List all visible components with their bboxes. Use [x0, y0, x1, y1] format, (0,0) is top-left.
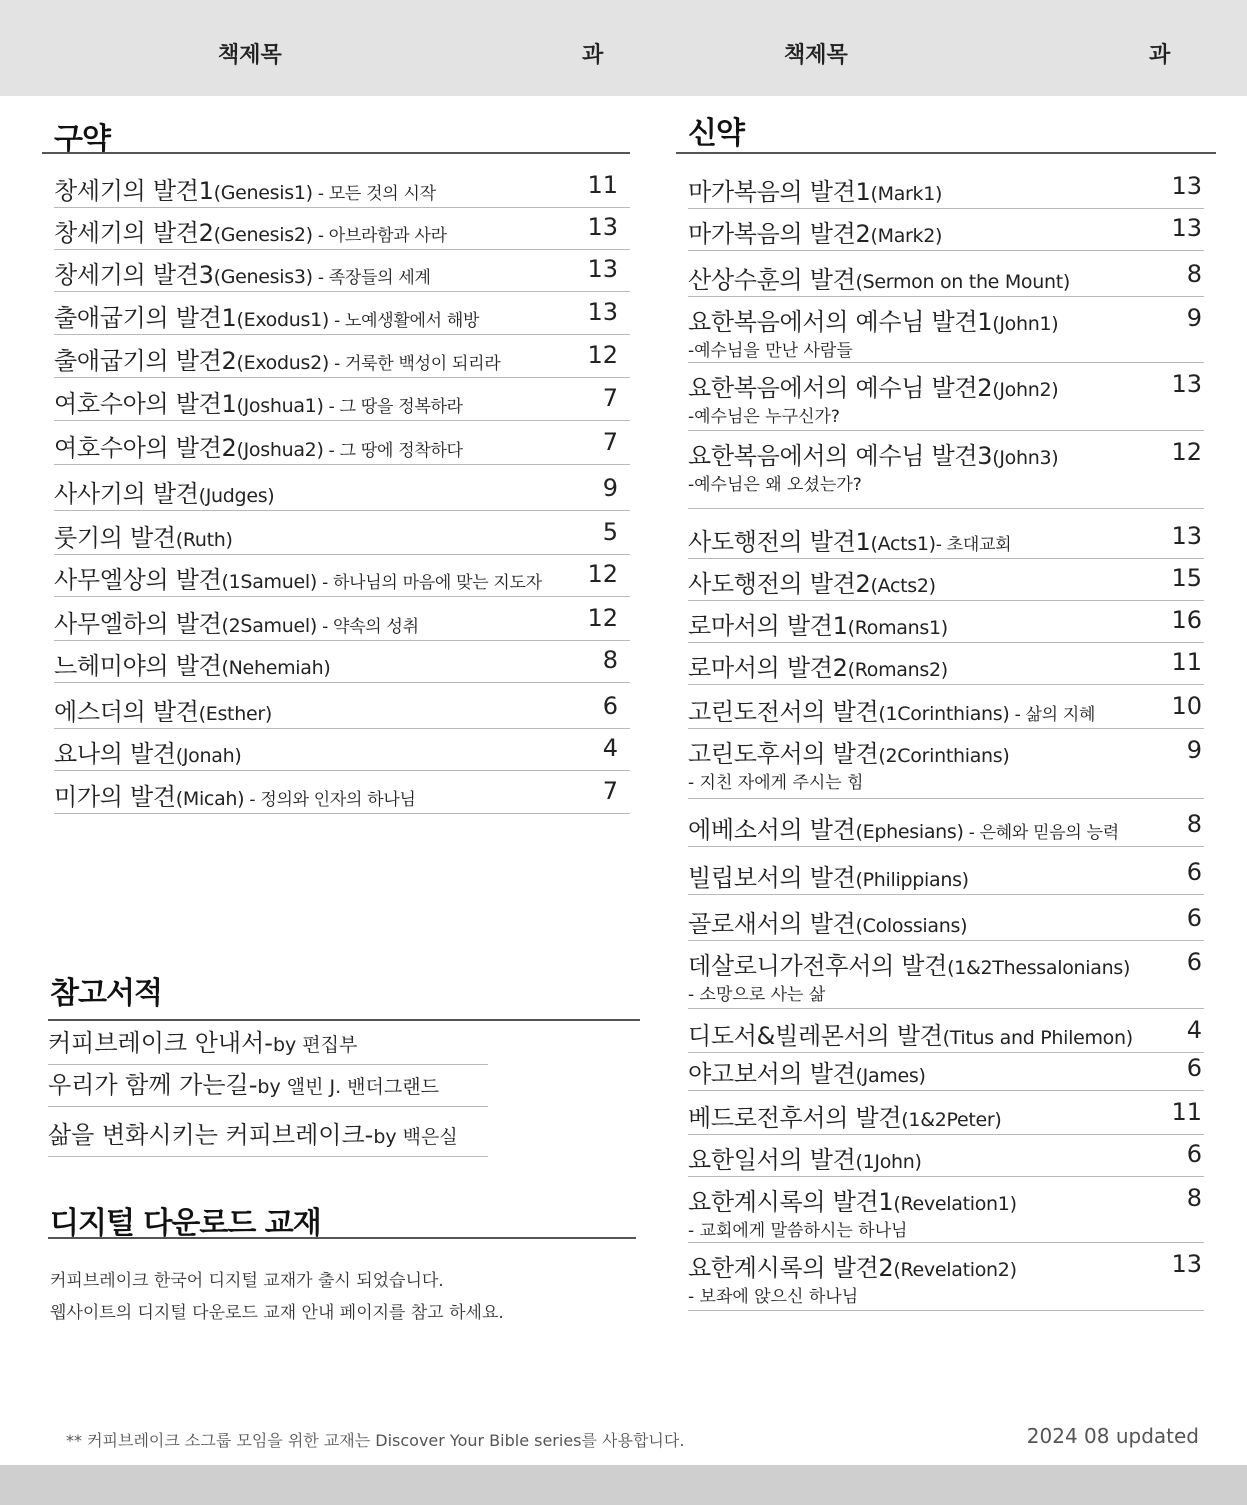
lesson-count: 13 [1171, 370, 1202, 398]
book-row [54, 510, 630, 555]
book-name-korean: 여호수아의 발견2 [54, 434, 237, 462]
divider [48, 1237, 636, 1239]
header-lesson-count: 과 [582, 43, 604, 68]
book-name-korean: 창세기의 발견3 [54, 261, 214, 289]
book-subtitle: - 정의와 인자의 하나님 [244, 790, 416, 810]
book-name-english: (Genesis2) [213, 224, 313, 246]
divider [676, 152, 1216, 154]
book-name-korean: 에스더의 발견 [54, 698, 199, 726]
book-subtitle: - 삶의 지혜 [1009, 705, 1096, 725]
book-row [688, 940, 1204, 1009]
updated-date: 2024 08 updated [1026, 1424, 1199, 1448]
book-name-korean: 요한복음에서의 예수님 발견3 [688, 442, 993, 470]
book-title [688, 606, 948, 641]
book-name-english: (Mark1) [870, 183, 943, 205]
book-name-korean: 야고보서의 발견 [688, 1060, 856, 1088]
book-title [54, 646, 330, 681]
book-row [54, 640, 630, 683]
book-title [688, 904, 967, 939]
digital-notice-line: 웹사이트의 디지털 다운로드 교재 안내 페이지를 참고 하세요. [50, 1303, 504, 1323]
book-title [688, 946, 1130, 981]
book-name-english: (Esther) [198, 703, 272, 725]
book-title [688, 564, 936, 599]
header-lesson-count: 과 [1149, 43, 1171, 68]
book-row [54, 164, 630, 208]
book-title [54, 341, 500, 376]
book-name-english: (John2) [992, 379, 1059, 401]
book-subtitle: - 그 땅에 정착하다 [323, 441, 463, 461]
book-title [54, 518, 233, 553]
book-name-english: (Sermon on the Mount) [855, 271, 1070, 293]
book-name-english: (Genesis3) [213, 266, 313, 288]
lesson-count: 15 [1171, 564, 1202, 592]
lesson-count: 12 [587, 560, 618, 588]
lesson-count: 13 [587, 255, 618, 283]
book-title [688, 436, 1058, 471]
lesson-count: 6 [602, 692, 618, 720]
book-name-korean: 사도행전의 발견1 [688, 528, 871, 556]
book-title [688, 1098, 1002, 1133]
book-name-korean: 사무엘하의 발견 [54, 610, 222, 638]
lesson-count: 13 [1171, 522, 1202, 550]
book-name-english: (1&2Thessalonians) [947, 957, 1131, 979]
book-row [688, 600, 1204, 643]
book-row [54, 770, 630, 814]
book-name-english: (2Samuel) [221, 615, 317, 637]
book-title [54, 255, 431, 290]
book-name-korean: 빌립보서의 발견 [688, 864, 856, 892]
book-title [688, 692, 1095, 727]
book-subtitle: - 약속의 성취 [316, 617, 419, 637]
lesson-count: 11 [1171, 1098, 1202, 1126]
book-row [54, 420, 630, 465]
book-name-korean: 디도서&빌레몬서의 발견 [688, 1022, 943, 1050]
lesson-count: 13 [1171, 214, 1202, 242]
book-name-english: (Judges) [198, 485, 275, 507]
book-name-korean: 마가복음의 발견2 [688, 220, 871, 248]
reference-book-title: 우리가 함께 가는길- [48, 1071, 258, 1099]
book-name-english: (2Corinthians) [878, 745, 1010, 767]
lesson-count: 12 [587, 604, 618, 632]
lesson-count: 5 [602, 518, 618, 546]
book-title [688, 734, 1010, 769]
book-subtitle: - 하나님의 마음에 맞는 지도자 [316, 573, 542, 593]
book-name-english: (Titus and Philemon) [942, 1027, 1133, 1049]
book-name-korean: 여호수아의 발견1 [54, 390, 237, 418]
book-name-korean: 요한일서의 발견 [688, 1146, 856, 1174]
book-row [688, 296, 1204, 363]
reference-item [48, 1064, 488, 1107]
lesson-count: 4 [602, 734, 618, 762]
book-subtitle: - 지친 자에게 주시는 힘 [688, 773, 864, 793]
lesson-count: 13 [587, 213, 618, 241]
book-row [688, 642, 1204, 685]
book-title [688, 1248, 1017, 1283]
lesson-count: 16 [1171, 606, 1202, 634]
book-subtitle: -예수님은 누구신가? [688, 407, 840, 427]
book-name-korean: 창세기의 발견1 [54, 177, 214, 205]
book-name-english: (John1) [992, 313, 1059, 335]
lesson-count: 7 [602, 777, 618, 805]
book-name-korean: 사도행전의 발견2 [688, 570, 871, 598]
book-name-english: (Nehemiah) [221, 657, 331, 679]
book-subtitle: - 그 땅을 정복하라 [323, 397, 463, 417]
book-name-english: (Romans2) [847, 659, 948, 681]
references-title: 참고서적 [50, 976, 162, 1011]
book-name-korean: 베드로전후서의 발견 [688, 1104, 902, 1132]
lesson-count: 8 [602, 646, 618, 674]
divider [42, 152, 630, 154]
book-title [54, 384, 463, 419]
book-name-english: (Exodus1) [236, 309, 330, 331]
book-name-korean: 사무엘상의 발견 [54, 566, 222, 594]
book-title [54, 777, 416, 812]
old-testament-title: 구약 [54, 122, 110, 157]
book-subtitle: - 교회에게 말씀하시는 하나님 [688, 1221, 908, 1241]
book-title [688, 1016, 1133, 1051]
book-row [688, 164, 1204, 209]
reference-book-title: 삶을 변화시키는 커피브레이크- [48, 1121, 374, 1149]
book-name-english: (Ruth) [175, 529, 233, 551]
book-name-korean: 창세기의 발견2 [54, 219, 214, 247]
lesson-count: 7 [602, 428, 618, 456]
book-row [688, 846, 1204, 895]
table-header [0, 0, 1247, 96]
book-row [54, 334, 630, 378]
book-name-korean: 산상수훈의 발견 [688, 266, 856, 294]
lesson-count: 12 [587, 341, 618, 369]
book-row [54, 682, 630, 729]
book-name-english: (Joshua1) [236, 395, 324, 417]
lesson-count: 7 [602, 384, 618, 412]
book-name-korean: 골로새서의 발견 [688, 910, 856, 938]
book-row [54, 377, 630, 421]
lesson-count: 8 [1186, 1184, 1202, 1212]
book-title [54, 604, 419, 639]
book-row [688, 1052, 1204, 1091]
book-row [54, 249, 630, 292]
book-name-english: (Acts1) [870, 533, 936, 555]
book-name-english: (Joshua2) [236, 439, 324, 461]
book-name-korean: 요한계시록의 발견2 [688, 1254, 894, 1282]
book-subtitle: - 아브라함과 사라 [312, 226, 447, 246]
new-testament-title: 신약 [688, 116, 744, 151]
book-row [688, 362, 1204, 431]
book-row [688, 684, 1204, 729]
book-name-english: (1John) [855, 1151, 922, 1173]
book-title [54, 734, 241, 769]
lesson-count: 9 [1186, 304, 1202, 332]
book-subtitle: - 모든 것의 시작 [312, 184, 436, 204]
lesson-count: 6 [1186, 1140, 1202, 1168]
book-row [688, 894, 1204, 941]
lesson-count: 9 [602, 474, 618, 502]
book-subtitle: - 소망으로 사는 삶 [688, 985, 826, 1005]
divider [48, 1019, 640, 1021]
reference-title [48, 1023, 357, 1058]
book-title [54, 560, 542, 595]
book-name-korean: 고린도후서의 발견 [688, 740, 879, 768]
lesson-count: 11 [587, 171, 618, 199]
book-name-english: (1Samuel) [221, 571, 317, 593]
book-name-korean: 요한계시록의 발견1 [688, 1188, 894, 1216]
book-title [688, 858, 969, 893]
book-title [54, 474, 274, 509]
book-name-korean: 고린도전서의 발견 [688, 698, 879, 726]
reference-item [48, 1022, 488, 1065]
lesson-count: 13 [1171, 1250, 1202, 1278]
lesson-count: 6 [1186, 904, 1202, 932]
book-name-english: (John3) [992, 447, 1059, 469]
reference-item [48, 1108, 488, 1157]
book-row [54, 554, 630, 597]
book-name-english: (Micah) [175, 788, 245, 810]
book-row [688, 1134, 1204, 1177]
book-title [54, 213, 447, 248]
book-title [688, 522, 1011, 557]
header-book-title: 책제목 [218, 43, 282, 68]
book-row [54, 291, 630, 335]
book-name-korean: 데살로니가전후서의 발견 [688, 952, 948, 980]
book-row [688, 1008, 1204, 1053]
bottom-band [0, 1465, 1247, 1505]
book-name-korean: 요한복음에서의 예수님 발견2 [688, 374, 993, 402]
book-row [688, 208, 1204, 251]
book-name-korean: 로마서의 발견1 [688, 612, 848, 640]
reference-author: by 백은실 [373, 1126, 458, 1148]
book-name-english: (Exodus2) [236, 352, 330, 374]
book-row [54, 207, 630, 250]
book-row [54, 596, 630, 641]
book-title [54, 171, 436, 206]
book-title [54, 692, 272, 727]
footer-note: ** 커피브레이크 소그룹 모임을 위한 교재는 Discover Your Bible series를 사용합니다. [66, 1431, 685, 1450]
book-row [688, 728, 1204, 799]
book-name-korean: 룻기의 발견 [54, 524, 176, 552]
book-title [688, 368, 1058, 403]
book-subtitle: - 노예생활에서 해방 [329, 311, 480, 331]
book-name-korean: 에베소서의 발견 [688, 816, 856, 844]
header-book-title: 책제목 [784, 43, 848, 68]
book-row [54, 728, 630, 771]
book-subtitle: - 보좌에 앉으신 하나님 [688, 1287, 859, 1307]
lesson-count: 10 [1171, 692, 1202, 720]
book-name-english: (Ephesians) [855, 821, 964, 843]
reference-author: by 편집부 [272, 1034, 358, 1056]
book-name-english: (Romans1) [847, 617, 948, 639]
book-title [54, 298, 479, 333]
book-title [688, 810, 1119, 845]
digital-title: 디지털 다운로드 교재 [50, 1206, 321, 1241]
book-subtitle: -예수님을 만난 사람들 [688, 341, 853, 361]
reference-title [48, 1065, 439, 1100]
book-title [688, 648, 948, 683]
reference-title [48, 1115, 458, 1150]
reference-author: by 앨빈 J. 밴더그랜드 [257, 1076, 439, 1098]
lesson-count: 8 [1186, 810, 1202, 838]
book-name-korean: 로마서의 발견2 [688, 654, 848, 682]
book-title [688, 172, 942, 207]
book-row [688, 1090, 1204, 1135]
book-name-english: (Acts2) [870, 575, 936, 597]
book-name-english: (Revelation1) [893, 1193, 1017, 1215]
book-title [688, 214, 942, 249]
book-title [688, 1054, 926, 1089]
lesson-count: 11 [1171, 648, 1202, 676]
book-title [54, 428, 463, 463]
book-name-korean: 사사기의 발견 [54, 480, 199, 508]
book-row [688, 558, 1204, 601]
book-row [688, 430, 1204, 509]
book-title [688, 260, 1070, 295]
lesson-count: 6 [1186, 858, 1202, 886]
book-subtitle: -예수님은 왜 오셨는가? [688, 475, 862, 495]
book-name-english: (James) [855, 1065, 926, 1087]
lesson-count: 4 [1186, 1016, 1202, 1044]
book-name-korean: 요한복음에서의 예수님 발견1 [688, 308, 993, 336]
book-row [688, 250, 1204, 297]
book-row [54, 464, 630, 511]
book-row [688, 514, 1204, 559]
book-name-english: (Mark2) [870, 225, 943, 247]
book-row [688, 1176, 1204, 1243]
lesson-count: 9 [1186, 736, 1202, 764]
book-name-korean: 출애굽기의 발견2 [54, 347, 237, 375]
book-row [688, 1242, 1204, 1311]
book-subtitle: - 초대교회 [935, 535, 1012, 555]
book-name-korean: 느헤미야의 발견 [54, 652, 222, 680]
book-row [688, 798, 1204, 847]
book-subtitle: - 거룩한 백성이 되리라 [329, 354, 501, 374]
book-name-korean: 미가의 발견 [54, 783, 176, 811]
lesson-count: 13 [587, 298, 618, 326]
lesson-count: 13 [1171, 172, 1202, 200]
book-name-english: (Jonah) [175, 745, 242, 767]
lesson-count: 12 [1171, 438, 1202, 466]
book-title [688, 302, 1058, 337]
lesson-count: 8 [1186, 260, 1202, 288]
lesson-count: 6 [1186, 1054, 1202, 1082]
book-title [688, 1182, 1017, 1217]
book-name-english: (Colossians) [855, 915, 968, 937]
digital-notice-line: 커피브레이크 한국어 디지털 교재가 출시 되었습니다. [50, 1271, 444, 1291]
book-subtitle: - 은혜와 믿음의 능력 [963, 823, 1119, 843]
reference-book-title: 커피브레이크 안내서- [48, 1029, 273, 1057]
book-name-korean: 요나의 발견 [54, 740, 176, 768]
book-name-english: (Revelation2) [893, 1259, 1017, 1281]
book-name-korean: 출애굽기의 발견1 [54, 304, 237, 332]
book-name-english: (Genesis1) [213, 182, 313, 204]
book-title [688, 1140, 922, 1175]
book-name-english: (1Corinthians) [878, 703, 1010, 725]
lesson-count: 6 [1186, 948, 1202, 976]
book-subtitle: - 족장들의 세계 [312, 268, 431, 288]
book-name-english: (1&2Peter) [901, 1109, 1002, 1131]
book-name-korean: 마가복음의 발견1 [688, 178, 871, 206]
book-name-english: (Philippians) [855, 869, 969, 891]
